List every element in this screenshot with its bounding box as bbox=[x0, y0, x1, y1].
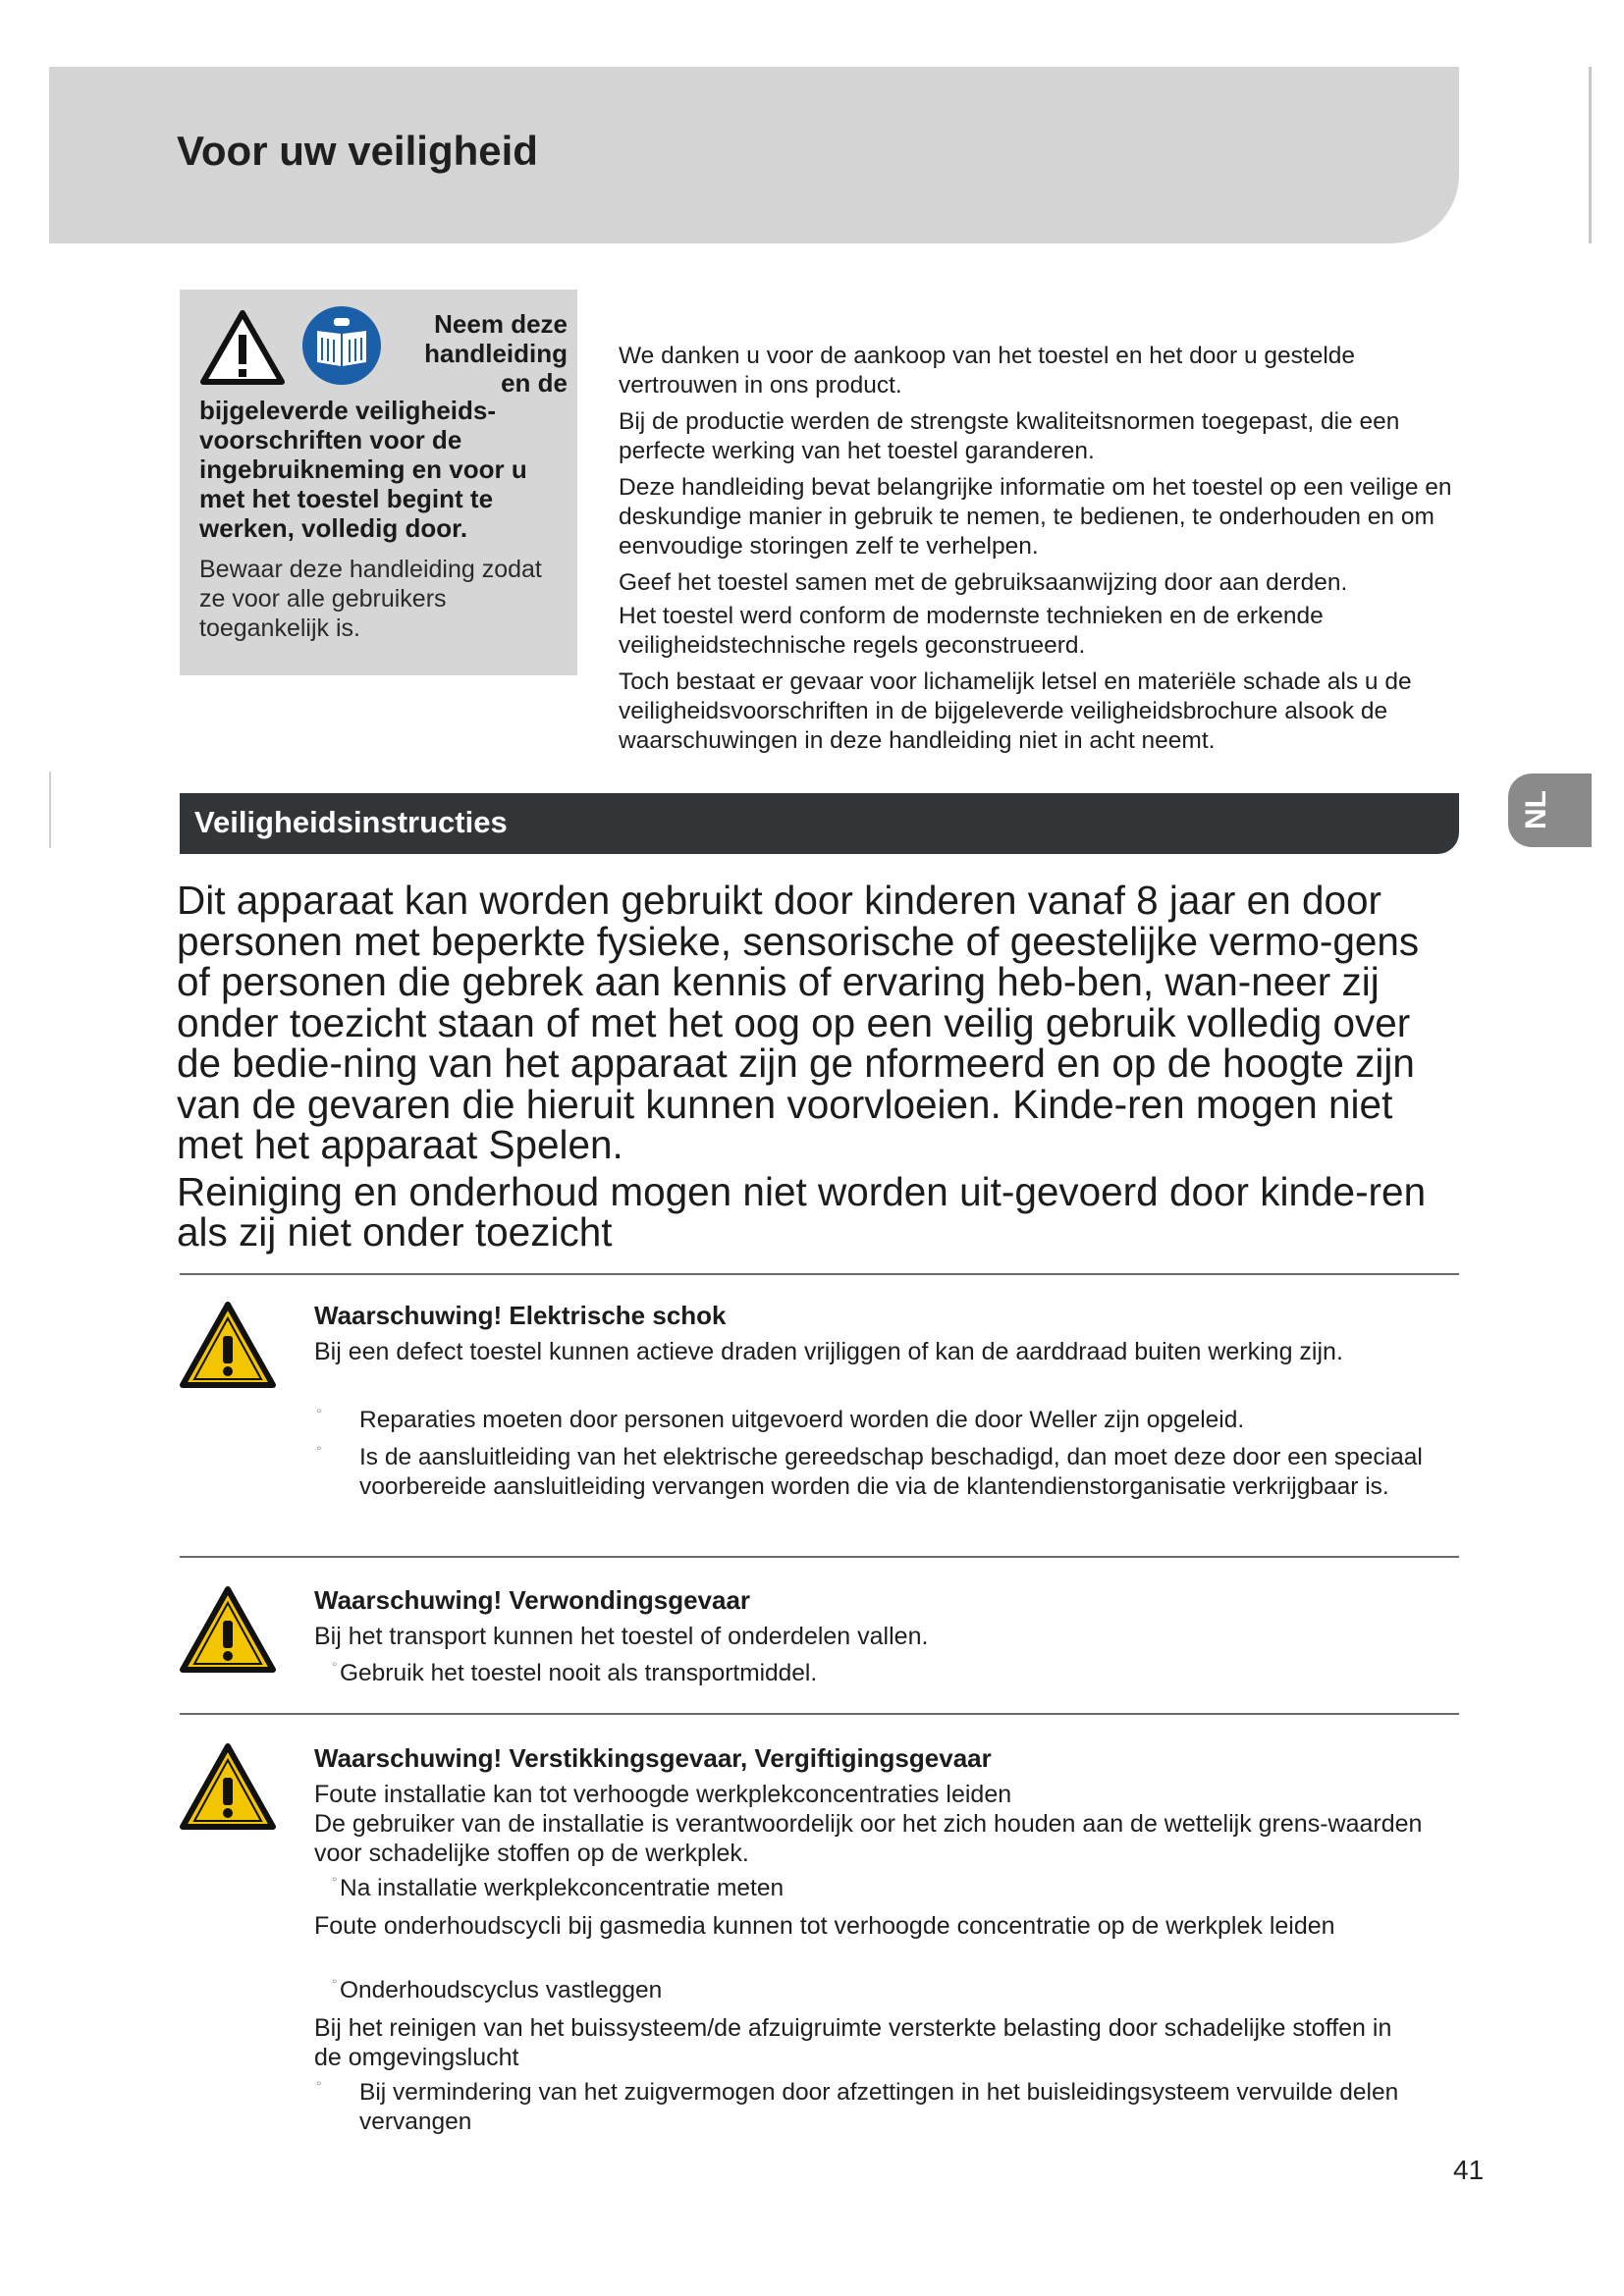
warning-title: Waarschuwing! Verstikkingsgevaar, Vergiftigingsgevaar bbox=[314, 1743, 992, 1773]
bullet-marker: ° bbox=[332, 1659, 338, 1675]
warning-text: Bij het reinigen van het buissysteem/de afzuigruimte versterkte belasting door schadelijke stoffen in de omgevingslucht bbox=[314, 2014, 1392, 2071]
intro-paragraph: Deze handleiding bevat belangrijke informatie om het toestel op een veilige en deskundige manier in gebruik te nemen, te bedienen, te onderhouden en om eenvoudige storingen zelf te verhelpen. bbox=[619, 474, 1452, 560]
read-manual-icon bbox=[301, 305, 382, 386]
children-safety-notice bbox=[177, 878, 1463, 1259]
divider bbox=[180, 1713, 1459, 1715]
warning-text: Bij een defect toestel kunnen actieve draden vrijliggen of kan de aarddraad buiten werking zijn. bbox=[314, 1338, 1343, 1365]
warning-title: Waarschuwing! Elektrische schok bbox=[314, 1301, 727, 1330]
page-edge-marker-left bbox=[49, 772, 51, 848]
page-title: Voor uw veiligheid bbox=[177, 128, 538, 174]
intro-paragraph: Toch bestaat er gevaar voor lichamelijk letsel en materiële schade als u de veiligheidsvoorschriften in de bijgeleverde veiligheidsbrochure alsook de waarschuwingen in deze handleiding niet in acht neemt. bbox=[619, 668, 1412, 754]
warning-triangle-icon bbox=[179, 1585, 277, 1674]
warning-bullet: Bij vermindering van het zuigvermogen door afzettingen in het buisleidingsysteem vervuilde delen vervangen bbox=[359, 2079, 1399, 2135]
warning-title: Waarschuwing! Verwondingsgevaar bbox=[314, 1585, 751, 1615]
intro-paragraph: Geef het toestel samen met de gebruiksaanwijzing door aan derden. bbox=[619, 569, 1348, 596]
bullet-marker: ° bbox=[316, 2078, 322, 2094]
notice-text: Bewaar deze handleiding zodat ze voor alle gebruikers toegankelijk is. bbox=[199, 556, 542, 642]
intro-text bbox=[619, 342, 1458, 763]
language-tab-label: NL bbox=[1520, 790, 1552, 829]
page-edge-marker bbox=[1589, 67, 1592, 243]
warning-text: Bij het transport kunnen het toestel of onderdelen vallen. bbox=[314, 1623, 929, 1650]
bullet-marker: ° bbox=[316, 1406, 322, 1421]
manual-notice-box bbox=[180, 290, 577, 675]
intro-paragraph: We danken u voor de aankoop van het toestel en het door u gestelde vertrouwen in ons product. bbox=[619, 343, 1356, 399]
children-cleaning-paragraph: Reiniging en onderhoud mogen niet worden uit-gevoerd door kinde-ren als zij niet onder toezicht bbox=[177, 1168, 1427, 1255]
bullet-marker: ° bbox=[332, 1976, 338, 1992]
warning-bullet: Gebruik het toestel nooit als transportmiddel. bbox=[340, 1660, 818, 1686]
warning-text: De gebruiker van de installatie is verantwoordelijk oor het zich houden aan de wettelijk grens-waarden voor schadelijke stoffen op de werkplek. bbox=[314, 1810, 1423, 1867]
warning-text: Foute onderhoudscycli bij gasmedia kunnen tot verhoogde concentratie op de werkplek leiden bbox=[314, 1912, 1335, 1940]
bullet-marker: ° bbox=[316, 1443, 322, 1459]
warning-triangle-icon bbox=[199, 309, 286, 386]
bullet-marker: ° bbox=[332, 1874, 338, 1890]
divider bbox=[180, 1556, 1459, 1558]
page-number: 41 bbox=[1453, 2155, 1485, 2185]
warning-text: Foute installatie kan tot verhoogde werkplekconcentraties leiden bbox=[314, 1781, 1012, 1808]
divider bbox=[180, 1273, 1459, 1275]
children-use-paragraph: Dit apparaat kan worden gebruikt door kinderen vanaf 8 jaar en door personen met beperkte fysieke, sensorische of geestelijke vermo-gens of personen die gebrek aan kennis of ervaring heb-ben, wan-neer zij onder toezicht staan of met het oog op een veilig gebruik volledig over de bedie-ning van het apparaat zijn ge nformeerd en op de hoogte zijn van de gevaren die hieruit kunnen voorvloeien. Kinde-ren mogen niet met het apparaat Spelen. bbox=[177, 878, 1420, 1167]
warning-bullet: Reparaties moeten door personen uitgevoerd worden die door Weller zijn opgeleid. bbox=[359, 1407, 1245, 1433]
notice-heading-rest: bijgeleverde veiligheids-voorschriften voor de ingebruikneming en voor u met het toestel begint te werken, volledig door. bbox=[199, 396, 527, 543]
intro-paragraph: Het toestel werd conform de modernste technieken en de erkende veiligheidstechnische regels geconstrueerd. bbox=[619, 603, 1324, 659]
notice-heading-top: Neem deze handleiding en de bbox=[424, 309, 568, 398]
intro-paragraph: Bij de productie werden de strengste kwaliteitsnormen toegepast, die een perfecte werking van het toestel garanderen. bbox=[619, 408, 1400, 464]
warning-bullet: Onderhoudscyclus vastleggen bbox=[340, 1977, 663, 2003]
page-edge-marker bbox=[1589, 774, 1592, 847]
warning-triangle-icon bbox=[179, 1301, 277, 1389]
warning-bullet: Na installatie werkplekconcentratie meten bbox=[340, 1875, 785, 1901]
warning-bullet: Is de aansluitleiding van het elektrische gereedschap beschadigd, dan moet deze door een speciaal voorbereide aansluitleiding vervangen worden die via de klantendienstorganisatie verkrijgbaar is. bbox=[359, 1444, 1423, 1500]
warning-triangle-icon bbox=[179, 1742, 277, 1831]
section-title: Veiligheidsinstructies bbox=[194, 805, 508, 839]
